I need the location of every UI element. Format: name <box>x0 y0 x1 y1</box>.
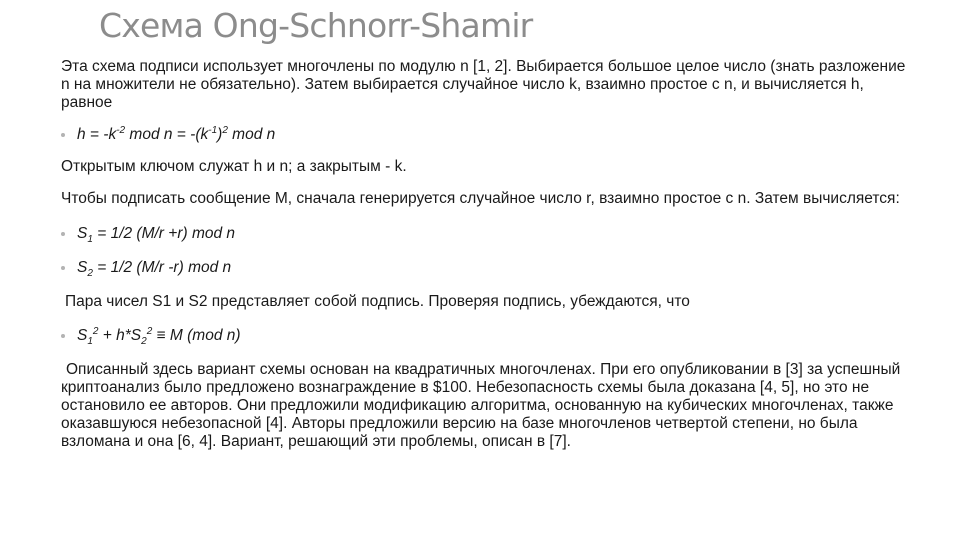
bullet-dot-icon <box>61 133 65 137</box>
key-paragraph: Открытым ключом служат h и n; а закрытым - k. <box>61 158 407 175</box>
bullet-dot-icon <box>61 232 65 236</box>
signature-paragraph: Пара чисел S1 и S2 представляет собой подпись. Проверяя подпись, убеждаются, что <box>65 293 690 310</box>
formula-verify: $S_1^2 + h*S_2^2 \equiv M$ (mod n) <box>61 327 911 345</box>
intro-paragraph: Эта схема подписи использует многочлены по модулю n [1, 2]. Выбирается большое целое число (знать разложение n на множители не обязательно). Затем выбирается случайное число k, взаимно простое с n, и вычисляется h, равное <box>61 58 906 111</box>
slide-title: Схема Ong-Schnorr-Shamir <box>99 6 533 45</box>
formula-h: $h = -k^{-2}$ mod $n = -(k^{-1})^2$ mod n <box>61 126 911 144</box>
signing-paragraph: Чтобы подписать сообщение M, сначала генерируется случайное число r, взаимно простое с n. Затем вычисляется: <box>61 190 900 207</box>
slide-body <box>61 58 911 451</box>
formula-s2: $S_2 = 1/2$ (M/r -r) mod n <box>61 259 911 277</box>
formula-s1: $S_1 = 1/2$ (M/r +r) mod n <box>61 225 911 243</box>
bullet-dot-icon <box>61 266 65 270</box>
bullet-dot-icon <box>61 334 65 338</box>
history-paragraph: Описанный здесь вариант схемы основан на квадратичных многочленах. При его опубликовании в [3] за успешный криптоанализ было предложено вознаграждение в $100. Небезопасность схемы была доказана [4, 5], но это не остановило ее авторов. Они предложили модификацию алгоритма, основанную на кубических многочленах, также оказавшуюся небезопасной [4]. Авторы предложили версию на базе многочленов четвертой степени, но была взломана и она [6, 4]. Вариант, решающий эти проблемы, описан в [7]. <box>61 361 901 450</box>
